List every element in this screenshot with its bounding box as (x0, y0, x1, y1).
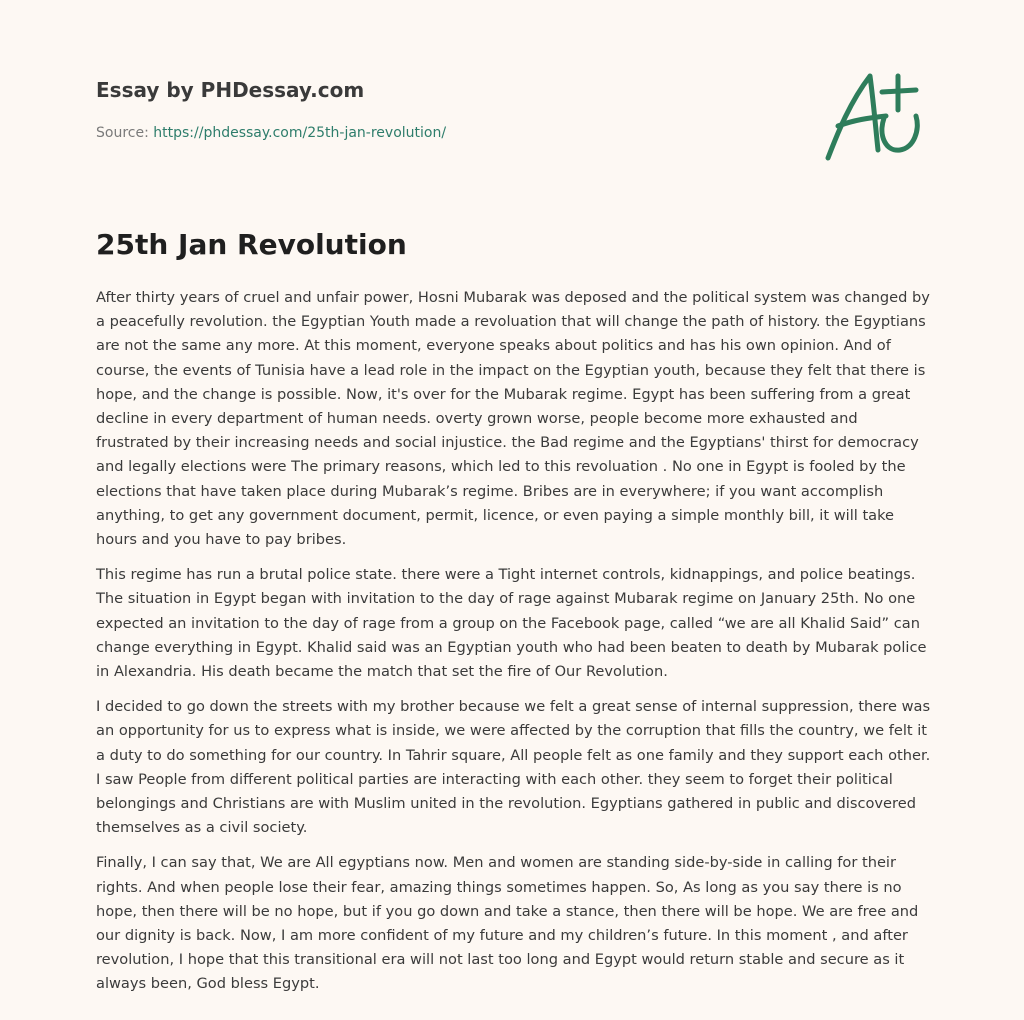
source-line (96, 123, 936, 143)
essay-paragraph: I decided to go down the streets with my brother because we felt a great sense of internal suppression, there was an opportunity for us to express what is inside, we were affected by the corruption that fills the country, we felt it a duty to do something for our country. In Tahrir square, All people felt as one family and they support each other. I saw People from different political parties are interacting with each other. they seem to forget their political belongings and Christians are with Muslim united in the revolution. Egyptians gathered in public and discovered themselves as a civil society. (96, 698, 931, 837)
essay-title: 25th Jan Revolution (96, 228, 407, 261)
a-plus-grade-icon (818, 66, 930, 166)
essay-paragraph: After thirty years of cruel and unfair power, Hosni Mubarak was deposed and the political system was changed by a peacefully revolution. the Egyptian Youth made a revoluation that will change the path of history. the Egyptians are not the same any more. At this moment, everyone speaks about politics and has his own opinion. And of course, the events of Tunisia have a lead role in the impact on the Egyptian youth, because they felt that there is hope, and the change is possible. Now, it's over for the Mubarak regime. Egypt has been suffering from a great decline in every department of human needs. overty grown worse, people become more exhausted and frustrated by their increasing needs and social injustice. the Bad regime and the Egyptians' thirst for democracy and legally elections were The primary reasons, which led to this revoluation . No one in Egypt is fooled by the elections that have taken place during Mubarak’s regime. Bribes are in everywhere; if you want accomplish anything, to get any government document, permit, licence, or even paying a simple monthly bill, it will take hours and you have to pay bribes. (96, 289, 930, 549)
essay-paragraph: This regime has run a brutal police state. there were a Tight internet controls, kidnappings, and police beatings. The situation in Egypt began with invitation to the day of rage against Mubarak regime on January 25th. No one expected an invitation to the day of rage from a group on the Facebook page, called “we are all Khalid Said” can change everything in Egypt. Khalid said was an Egyptian youth who had been beaten to death by Mubarak police in Alexandria. His death became the match that set the fire of Our Revolution. (96, 566, 927, 681)
essay-paragraph: Finally, I can say that, We are All egyptians now. Men and women are standing side-by-side in calling for their rights. And when people lose their fear, amazing things sometimes happen. So, As long as you say there is no hope, then there will be no hope, but if you go down and take a stance, then there will be hope. We are free and our dignity is back. Now, I am more confident of my future and my children’s future. In this moment , and after revolution, I hope that this transitional era will not last too long and Egypt would return stable and secure as it always been, God bless Egypt. (96, 854, 919, 993)
site-header (96, 76, 936, 143)
essay-body (96, 286, 932, 1008)
site-title: Essay by PHDessay.com (96, 78, 365, 102)
source-link[interactable]: https://phdessay.com/25th-jan-revolution/ (153, 125, 447, 141)
source-label: Source: (96, 125, 154, 141)
